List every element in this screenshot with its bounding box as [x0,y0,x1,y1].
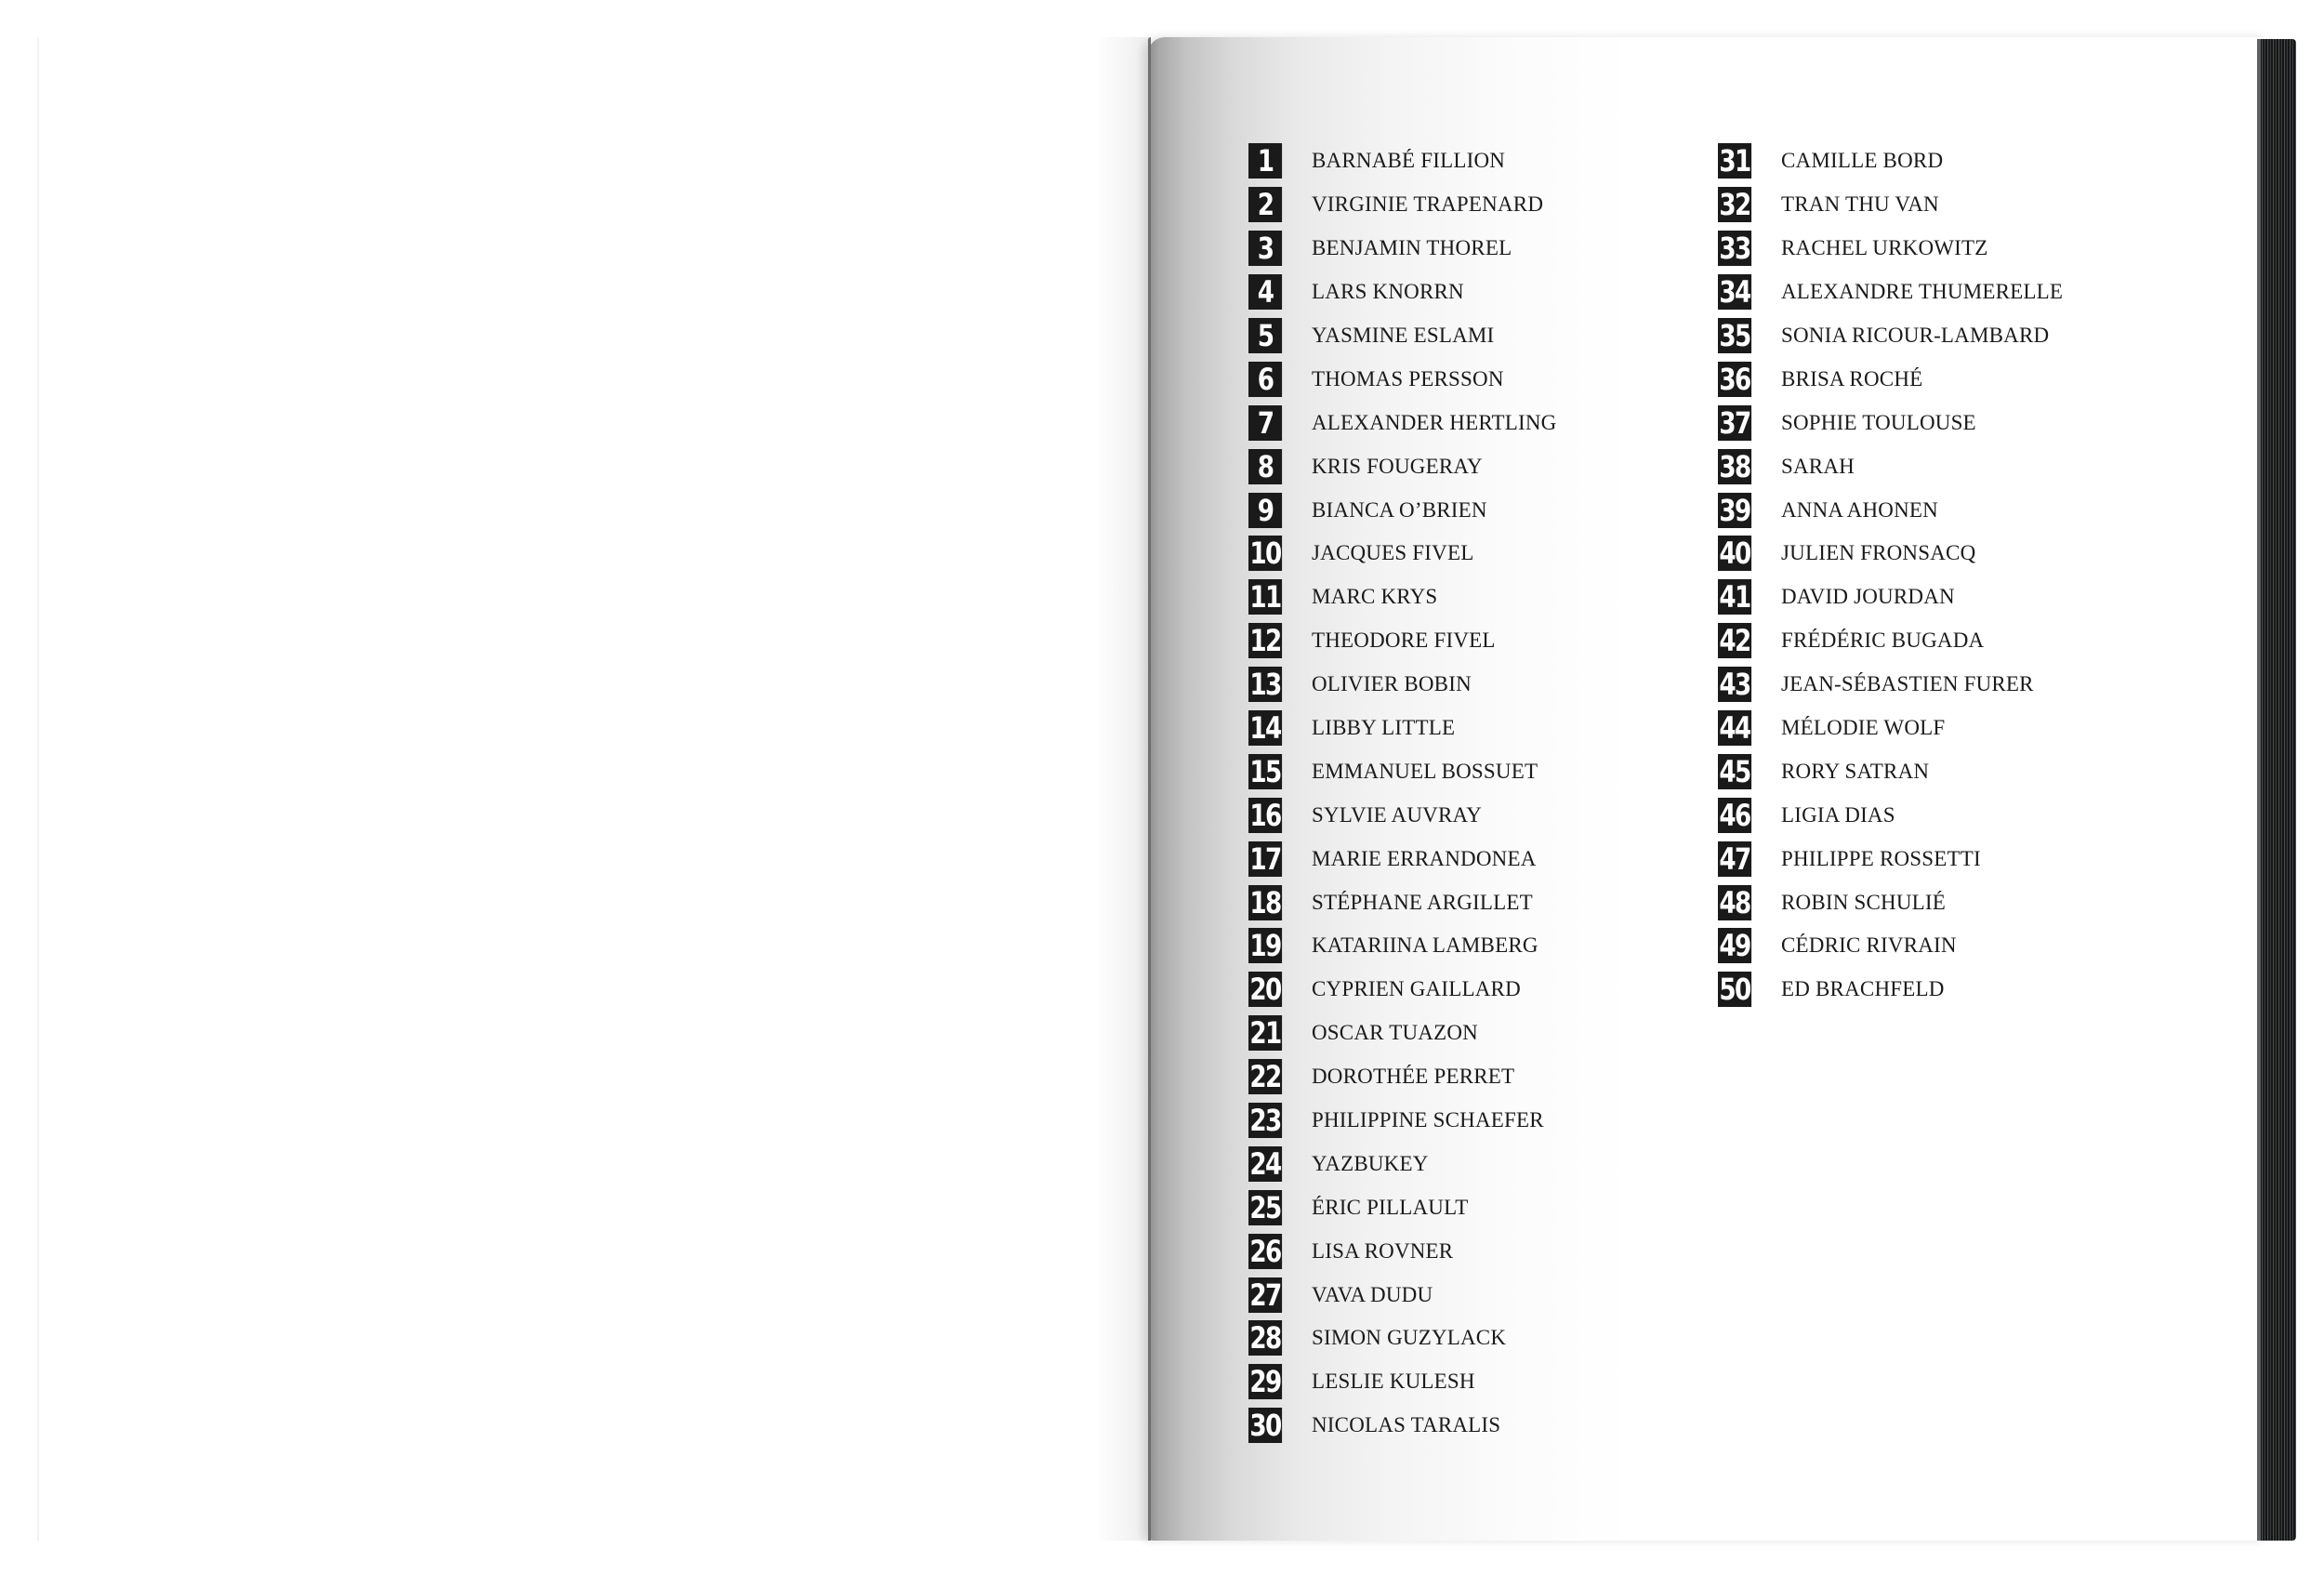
entry-number-badge: 38 [1719,448,1750,484]
entry-number-badge: 25 [1249,1189,1281,1225]
entry-number-badge: 31 [1719,143,1750,179]
entry-number-badge: 27 [1249,1277,1281,1313]
contributor-entry [1718,139,2063,183]
entry-name: YAZBUKEY [1312,1151,1429,1175]
entry-number-badge: 28 [1249,1320,1281,1357]
entry-number-badge: 10 [1249,536,1281,572]
contributor-entry [1718,183,2063,227]
contributor-entry [1248,401,1556,444]
entry-name: BIANCA O’BRIEN [1312,497,1487,522]
entry-number-badge: 44 [1719,710,1750,747]
contributor-entry [1718,968,2063,1012]
contributor-entry [1248,1404,1556,1448]
contributor-entry [1718,924,2063,968]
entry-name: DAVID JOURDAN [1781,585,1955,609]
entry-name: BARNABÉ FILLION [1312,149,1506,173]
contributor-entry [1248,1317,1556,1360]
entry-name: BRISA ROCHÉ [1781,366,1923,390]
entry-name: VAVA DUDU [1312,1282,1433,1306]
contributor-entry [1718,749,2063,793]
contributors-column-right [1718,139,2063,1012]
entry-number-badge: 1 [1248,143,1282,179]
entry-name: ROBIN SCHULIÉ [1781,890,1947,914]
entry-number-badge: 12 [1249,623,1281,659]
entry-number-badge: 37 [1719,404,1750,441]
spine-fold [1148,37,1151,1541]
entry-number-badge: 16 [1249,797,1281,833]
entry-name: LESLIE KULESH [1312,1370,1475,1394]
page-edge-highlight [2257,39,2261,1541]
entry-name: RORY SATRAN [1781,759,1930,783]
contributor-entry [1248,183,1556,227]
contributor-entry [1718,880,2063,924]
entry-number-badge: 21 [1249,1015,1281,1052]
entry-number-badge: 2 [1248,187,1282,222]
entry-name: TRAN THU VAN [1781,192,1939,217]
contributor-entry [1248,924,1556,968]
entry-number-badge: 24 [1249,1145,1281,1182]
entry-number-badge: 9 [1248,493,1282,528]
entry-name: FRÉDÉRIC BUGADA [1781,629,1985,653]
entry-name: SONIA RICOUR-LAMBARD [1781,324,2050,347]
entry-number-badge: 4 [1248,274,1282,310]
entry-name: THEODORE FIVEL [1312,629,1496,653]
entry-name: SYLVIE AUVRAY [1312,802,1483,827]
entry-number-badge: 7 [1248,405,1282,441]
page-edges-stack [2257,39,2296,1541]
contributor-entry [1248,488,1556,532]
entry-number-badge: 6 [1248,362,1282,397]
contributor-entry [1718,314,2063,358]
entry-name: JEAN-SÉBASTIEN FURER [1781,672,2034,696]
contributor-entry [1718,444,2063,488]
entry-name: STÉPHANE ARGILLET [1312,890,1533,914]
entry-number-badge: 11 [1249,579,1281,615]
contributor-entry [1718,488,2063,532]
entry-number-badge: 20 [1249,972,1281,1008]
contributor-entry [1718,401,2063,444]
contributor-entry [1248,1099,1556,1143]
contributor-entry [1718,663,2063,707]
contributor-entry [1718,576,2063,619]
contributor-entry [1248,444,1556,488]
contributor-entry [1248,968,1556,1012]
entry-number-badge: 32 [1719,187,1750,223]
entry-number-badge: 48 [1719,884,1750,920]
entry-number-badge: 34 [1719,274,1750,311]
entry-number-badge: 30 [1249,1408,1281,1444]
contributor-entry [1248,139,1556,183]
entry-number-badge: 8 [1248,449,1282,484]
entry-name: VIRGINIE TRAPENARD [1312,192,1544,217]
entry-name: SIMON GUZYLACK [1312,1326,1507,1350]
entry-number-badge: 22 [1249,1059,1281,1095]
entry-name: RACHEL URKOWITZ [1781,236,1988,260]
entry-number-badge: 35 [1719,318,1750,353]
entry-name: SARAH [1781,454,1855,478]
contributor-entry [1248,1229,1556,1273]
entry-name: OLIVIER BOBIN [1312,672,1472,696]
contributor-entry [1248,880,1556,924]
entry-name: PHILIPPE ROSSETTI [1781,846,1981,870]
entry-name: NICOLAS TARALIS [1312,1413,1501,1437]
entry-name: KATARIINA LAMBERG [1312,933,1538,958]
entry-number-badge: 47 [1719,840,1750,877]
entry-number-badge: 50 [1719,972,1750,1008]
left-gutter-shadow [1094,37,1150,1541]
contributor-entry [1248,707,1556,750]
entry-name: YASMINE ESLAMI [1312,324,1495,347]
left-page-blank [37,37,1150,1541]
contributor-entry [1248,1142,1556,1185]
entry-name: THOMAS PERSSON [1312,366,1504,390]
entry-name: KRIS FOUGERAY [1312,454,1483,478]
entry-number-badge: 49 [1719,928,1750,964]
contributor-entry [1248,314,1556,358]
entry-number-badge: 17 [1249,840,1281,877]
entry-name: JULIEN FRONSACQ [1781,541,1976,565]
entry-number-badge: 19 [1249,928,1281,964]
entry-name: ALEXANDER HERTLING [1312,410,1557,434]
entry-name: BENJAMIN THOREL [1312,236,1512,260]
entry-name: JACQUES FIVEL [1312,541,1474,565]
entry-name: OSCAR TUAZON [1312,1021,1478,1045]
entry-number-badge: 29 [1249,1364,1281,1400]
contributor-entry [1248,271,1556,314]
contributor-entry [1718,707,2063,750]
entry-name: CÉDRIC RIVRAIN [1781,933,1957,958]
contributors-column-left [1248,139,1556,1448]
entry-name: ANNA AHONEN [1781,497,1938,522]
contributor-entry [1248,576,1556,619]
entry-number-badge: 40 [1719,536,1750,572]
entry-name: PHILIPPINE SCHAEFER [1312,1108,1544,1132]
contributor-entry [1248,619,1556,663]
entry-number-badge: 26 [1249,1233,1281,1269]
entry-name: LIGIA DIAS [1781,802,1895,827]
contributor-entry [1248,1273,1556,1317]
contributor-entry [1248,227,1556,271]
entry-name: ED BRACHFELD [1781,977,1945,1001]
entry-name: ÉRIC PILLAULT [1312,1195,1469,1219]
entry-number-badge: 14 [1249,710,1281,747]
entry-number-badge: 46 [1719,797,1750,833]
entry-number-badge: 18 [1249,884,1281,920]
contributor-entry [1248,749,1556,793]
contributor-entry [1248,1360,1556,1404]
entry-name: EMMANUEL BOSSUET [1312,759,1538,783]
entry-number-badge: 15 [1249,753,1281,789]
contributor-entry [1248,357,1556,401]
entry-number-badge: 43 [1719,667,1750,703]
contributor-entry [1718,793,2063,837]
contributor-entry [1248,837,1556,880]
contributor-entry [1248,1185,1556,1229]
contributor-entry [1718,532,2063,576]
entry-name: DOROTHÉE PERRET [1312,1065,1515,1089]
contributor-entry [1248,1012,1556,1055]
contributor-entry [1718,227,2063,271]
entry-number-badge: 23 [1249,1103,1281,1139]
entry-number-badge: 33 [1719,231,1750,267]
entry-name: MARIE ERRANDONEA [1312,846,1537,870]
contributor-entry [1718,271,2063,314]
entry-number-badge: 42 [1719,623,1750,659]
contributor-entry [1248,532,1556,576]
contributor-entry [1718,837,2063,880]
contributor-entry [1248,663,1556,707]
entry-number-badge: 36 [1719,361,1750,397]
entry-name: CAMILLE BORD [1781,149,1944,173]
entry-name: LARS KNORRN [1312,280,1464,304]
contributor-entry [1248,1055,1556,1099]
entry-name: LIBBY LITTLE [1312,716,1456,740]
entry-number-badge: 39 [1719,492,1750,528]
entry-name: MÉLODIE WOLF [1781,716,1946,740]
entry-name: ALEXANDRE THUMERELLE [1781,280,2064,304]
entry-name: MARC KRYS [1312,585,1438,609]
entry-number-badge: 45 [1719,753,1750,789]
contributor-entry [1718,357,2063,401]
entry-number-badge: 41 [1719,579,1750,615]
contributor-entry [1248,793,1556,837]
entry-name: LISA ROVNER [1312,1238,1454,1263]
entry-number-badge: 13 [1249,667,1281,703]
entry-name: SOPHIE TOULOUSE [1781,410,1976,434]
entry-number-badge: 5 [1248,318,1282,353]
contributor-entry [1718,619,2063,663]
entry-name: CYPRIEN GAILLARD [1312,977,1521,1001]
entry-number-badge: 3 [1248,231,1282,266]
